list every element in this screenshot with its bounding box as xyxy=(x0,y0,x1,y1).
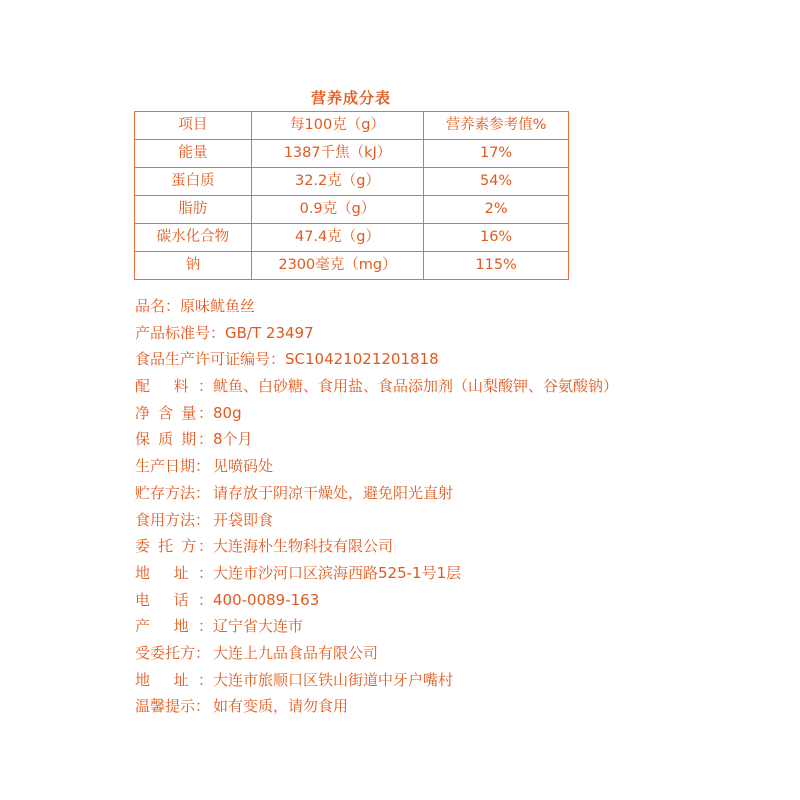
info-label: 委 托 方： xyxy=(135,537,213,556)
cell-amount: 2300毫克（mg） xyxy=(251,252,423,280)
info-row-manufacturer-address xyxy=(135,667,795,694)
info-label: 地 址： xyxy=(135,670,213,689)
info-row-ingredients xyxy=(135,373,795,400)
cell-amount: 32.2克（g） xyxy=(251,168,423,196)
info-row-warning xyxy=(135,693,795,720)
header-nrv: 营养素参考值% xyxy=(424,112,569,140)
info-value: 辽宁省大连市 xyxy=(213,617,304,636)
info-label: 温馨提示： xyxy=(135,697,211,716)
nutrition-table-title: 营养成分表 xyxy=(310,89,391,107)
cell-amount: 1387千焦（kJ） xyxy=(251,140,423,168)
info-label: 贮存方法： xyxy=(135,483,211,502)
info-label: 配 料： xyxy=(135,377,213,396)
info-label: 食用方法： xyxy=(135,510,211,529)
cell-nrv: 54% xyxy=(424,168,569,196)
cell-item: 碳水化合物 xyxy=(135,224,252,252)
info-label: 地 址： xyxy=(135,563,213,582)
table-row xyxy=(135,196,569,224)
cell-item: 脂肪 xyxy=(135,196,252,224)
product-info xyxy=(135,293,795,720)
info-label: 净 含 量： xyxy=(135,403,213,422)
info-row-net-weight xyxy=(135,400,795,427)
info-value: 大连上九品食品有限公司 xyxy=(213,643,379,662)
table-row xyxy=(135,252,569,280)
info-value: 原味鱿鱼丝 xyxy=(180,297,256,315)
info-row-client xyxy=(135,533,795,560)
info-label: 保 质 期： xyxy=(135,430,213,449)
info-row-origin xyxy=(135,613,795,640)
info-value: 大连市沙河口区滨海西路525-1号1层 xyxy=(213,563,462,582)
cell-nrv: 115% xyxy=(424,252,569,280)
info-value: GB/T 23497 xyxy=(225,323,314,342)
info-row-product-name xyxy=(135,293,795,320)
info-row-license xyxy=(135,346,795,373)
info-row-phone xyxy=(135,587,795,614)
cell-nrv: 2% xyxy=(424,196,569,224)
cell-nrv: 16% xyxy=(424,224,569,252)
table-row xyxy=(135,168,569,196)
info-row-usage xyxy=(135,507,795,534)
info-label: 电 话： xyxy=(135,590,213,609)
info-value: 400-0089-163 xyxy=(213,590,320,609)
table-header-row xyxy=(135,112,569,140)
info-label: 品名： xyxy=(135,297,181,315)
cell-amount: 0.9克（g） xyxy=(251,196,423,224)
info-label: 食品生产许可证编号： xyxy=(135,350,286,369)
info-value: 请存放于阴凉干燥处，避免阳光直射 xyxy=(213,483,454,502)
info-value: 大连海朴生物科技有限公司 xyxy=(213,537,394,556)
info-label: 产 地： xyxy=(135,617,213,636)
header-item: 项目 xyxy=(135,112,252,140)
info-label: 产品标准号： xyxy=(135,323,226,342)
info-value: 如有变质，请勿食用 xyxy=(213,697,349,716)
header-per-100g: 每100克（g） xyxy=(251,112,423,140)
info-value: 80g xyxy=(213,403,242,422)
cell-item: 钠 xyxy=(135,252,252,280)
info-row-production-date xyxy=(135,453,795,480)
table-row xyxy=(135,140,569,168)
info-value: 开袋即食 xyxy=(213,510,274,529)
info-value: 8个月 xyxy=(213,430,253,449)
cell-nrv: 17% xyxy=(424,140,569,168)
nutrition-table xyxy=(134,111,569,280)
info-value: SC10421021201818 xyxy=(285,350,439,369)
cell-item: 能量 xyxy=(135,140,252,168)
info-label: 生产日期： xyxy=(135,457,211,476)
info-label: 受委托方： xyxy=(135,643,211,662)
info-value: 大连市旅顺口区铁山街道中牙户嘴村 xyxy=(213,670,454,689)
info-row-storage xyxy=(135,480,795,507)
info-row-shelf-life xyxy=(135,426,795,453)
table-row xyxy=(135,224,569,252)
info-row-address xyxy=(135,560,795,587)
info-row-manufacturer xyxy=(135,640,795,667)
info-value: 鱿鱼、白砂糖、食用盐、食品添加剂（山梨酸钾、谷氨酸钠） xyxy=(213,377,619,396)
info-row-standard xyxy=(135,320,795,347)
cell-amount: 47.4克（g） xyxy=(251,224,423,252)
cell-item: 蛋白质 xyxy=(135,168,252,196)
info-value: 见喷码处 xyxy=(213,457,274,476)
